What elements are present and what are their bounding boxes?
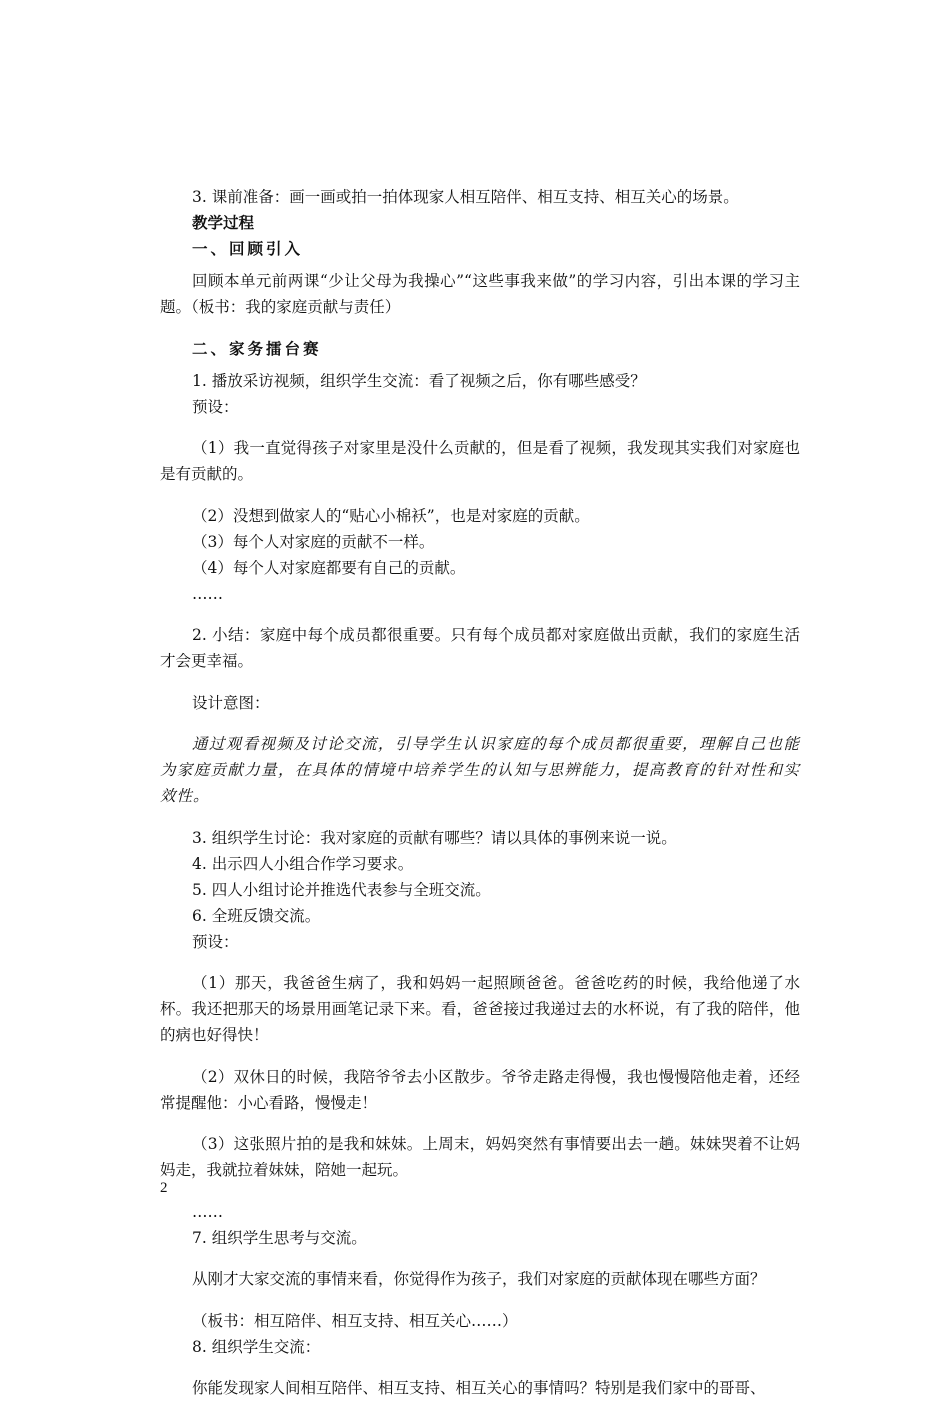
step-6: 6. 全班反馈交流。	[192, 906, 321, 925]
preset-1-answer-4: （4）每个人对家庭都要有自己的贡献。	[192, 558, 466, 577]
section-title: 教学过程	[192, 214, 255, 232]
step-7-board-note: （板书：相互陪伴、相互支持、相互关心……）	[192, 1311, 518, 1330]
preset-2-answer-2: （2）双休日的时候，我陪爷爷去小区散步。爷爷走路走得慢，我也慢慢陪他走着，还经常提醒他：小心看路，慢慢走！	[160, 1067, 800, 1112]
ellipsis-2: ……	[192, 1202, 223, 1221]
part1-heading: 一、回顾引入	[192, 240, 304, 258]
preset-1-answer-1: （1）我一直觉得孩子对家里是没什么贡献的，但是看了视频，我发现其实我们对家庭也是有贡献的。	[160, 439, 800, 483]
step-7-text: 从刚才大家交流的事情来看，你觉得作为孩子，我们对家庭的贡献体现在哪些方面？	[192, 1270, 766, 1288]
design-intent-text: 通过观看视频及讨论交流，引导学生认识家庭的每个成员都很重要，理解自己也能为家庭贡献力量，在具体的情境中培养学生的认知与思辨能力，提高教育的针对性和实效性。	[160, 735, 800, 805]
design-intent-label: 设计意图：	[192, 693, 270, 712]
step-2-summary: 2. 小结：家庭中每个成员都很重要。只有每个成员都对家庭做出贡献，我们的家庭生活才会更幸福。	[160, 626, 800, 670]
part2-heading: 二、家务擂台赛	[192, 339, 322, 358]
document-body	[160, 184, 800, 1417]
step-8-text: 你能发现家人间相互陪伴、相互支持、相互关心的事情吗？特别是我们家中的哥哥、	[192, 1379, 766, 1397]
preset-2-answer-1: （1）那天，我爸爸生病了，我和妈妈一起照顾爸爸。爸爸吃药的时候，我给他递了水杯。我还把那天的场景用画笔记录下来。看，爸爸接过我递过去的水杯说，有了我的陪伴，他的病也好得快！	[160, 974, 800, 1044]
prep-item-3: 3. 课前准备：画一画或拍一拍体现家人相互陪伴、相互支持、相互关心的场景。	[192, 188, 739, 206]
preset-1-answer-2: （2）没想到做家人的“贴心小棉袄”，也是对家庭的贡献。	[192, 506, 590, 525]
part1-paragraph: 回顾本单元前两课“少让父母为我操心”“这些事我来做”的学习内容，引出本课的学习主题。（板书：我的家庭贡献与责任）	[160, 272, 800, 316]
step-3: 3. 组织学生讨论：我对家庭的贡献有哪些？请以具体的事例来说一说。	[192, 828, 677, 847]
step-1: 1. 播放采访视频，组织学生交流：看了视频之后，你有哪些感受？	[192, 371, 646, 390]
preset-label-2: 预设：	[192, 932, 239, 951]
step-7: 7. 组织学生思考与交流。	[192, 1228, 367, 1247]
preset-1-answer-3: （3）每个人对家庭的贡献不一样。	[192, 532, 435, 551]
page-number: 2	[160, 1180, 168, 1196]
ellipsis-1: ……	[192, 584, 223, 603]
preset-label-1: 预设：	[192, 397, 239, 416]
step-5: 5. 四人小组讨论并推选代表参与全班交流。	[192, 880, 491, 899]
preset-2-answer-3: （3）这张照片拍的是我和妹妹。上周末，妈妈突然有事情要出去一趟。妹妹哭着不让妈妈走，我就拉着妹妹，陪她一起玩。	[160, 1135, 800, 1179]
step-4: 4. 出示四人小组合作学习要求。	[192, 854, 414, 873]
step-8: 8. 组织学生交流：	[192, 1337, 321, 1356]
